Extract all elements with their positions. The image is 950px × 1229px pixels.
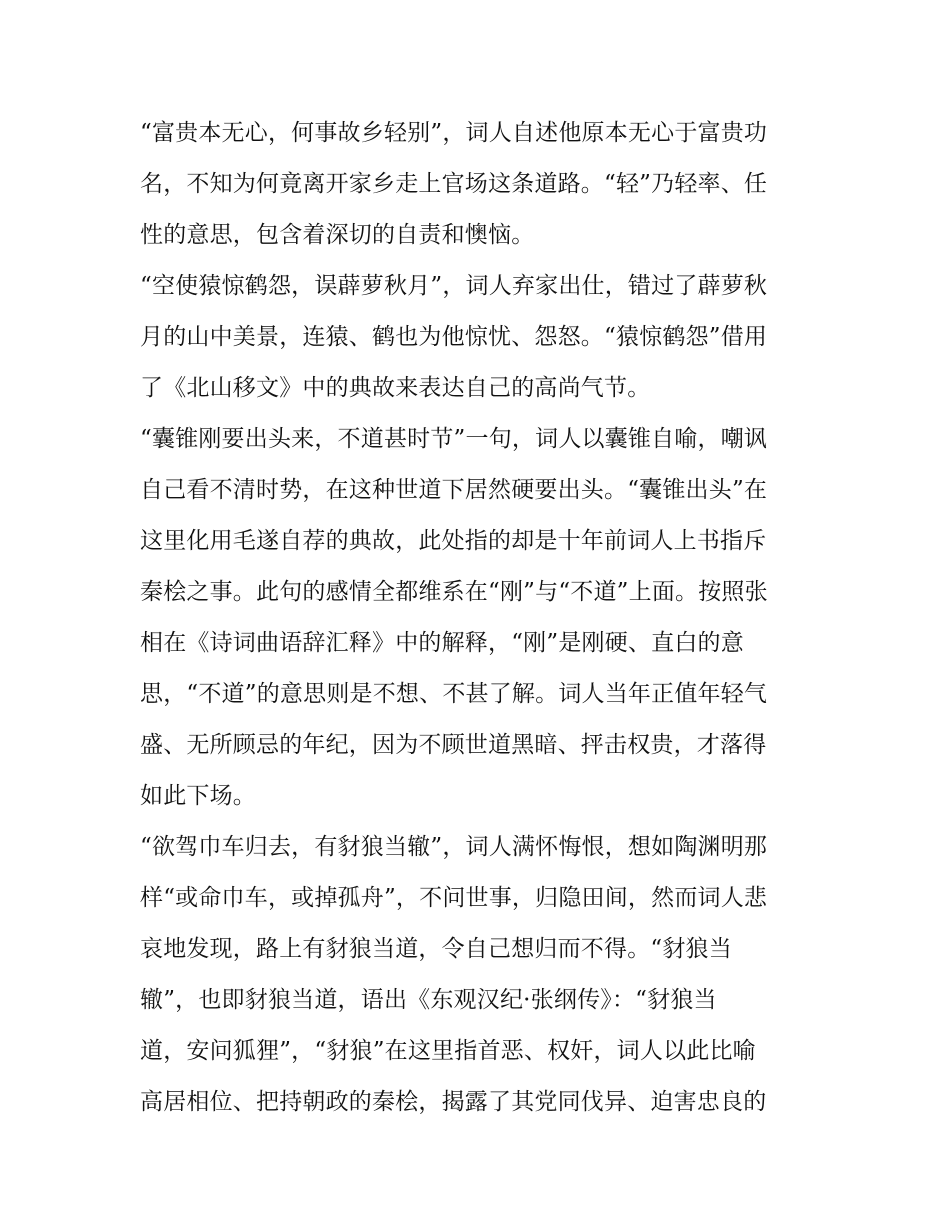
text-line: 秦桧之事。此句的感情全都维系在“刚”与“不道”上面。按照张 (140, 579, 768, 605)
text-line: 样“或命巾车，或掉孤舟”，不问世事，归隐田间，然而词人悲 (140, 885, 768, 911)
text-line: 相在《诗词曲语辞汇释》中的解释，“刚”是刚硬、直白的意 (140, 630, 744, 656)
text-line: 道，安问狐狸”，“豺狼”在这里指首恶、权奸，词人以此比喻 (140, 1038, 756, 1064)
text-line: 自己看不清时势，在这种世道下居然硬要出头。“囊锥出头”在 (140, 477, 768, 503)
text-line: 了《北山移文》中的典故来表达自己的高尚气节。 (140, 375, 651, 401)
text-line: “空使猿惊鹤怨，误薜萝秋月”，词人弃家出仕，错过了薜萝秋 (140, 273, 768, 299)
text-line: “欲驾巾车归去，有豺狼当辙”，词人满怀悔恨，想如陶渊明那 (140, 834, 768, 860)
text-line: 辙”，也即豺狼当道，语出《东观汉纪·张纲传》：“豺狼当 (140, 987, 717, 1013)
text-line: 名，不知为何竟离开家乡走上官场这条道路。“轻”乃轻率、任 (140, 171, 768, 197)
text-line: 哀地发现，路上有豺狼当道，令自己想归而不得。“豺狼当 (140, 936, 732, 962)
text-line: “富贵本无心，何事故乡轻别”，词人自述他原本无心于富贵功 (140, 120, 768, 146)
text-line: 如此下场。 (140, 783, 256, 809)
text-line: 性的意思，包含着深切的自责和懊恼。 (140, 222, 535, 248)
text-line: “囊锥刚要出头来，不道甚时节”一句，词人以囊锥自喻，嘲讽 (140, 426, 768, 452)
text-line: 月的山中美景，连猿、鹤也为他惊忧、怨怒。“猿惊鹤怨”借用 (140, 324, 768, 350)
text-line: 高居相位、把持朝政的秦桧，揭露了其党同伐异、迫害忠良的 (140, 1089, 767, 1115)
document-body-text (140, 108, 820, 1128)
text-line: 这里化用毛遂自荐的典故，此处指的却是十年前词人上书指斥 (140, 528, 767, 554)
text-line: 思，“不道”的意思则是不想、不甚了解。词人当年正值年轻气 (140, 681, 768, 707)
text-line: 盛、无所顾忌的年纪，因为不顾世道黑暗、抨击权贵，才落得 (140, 732, 767, 758)
